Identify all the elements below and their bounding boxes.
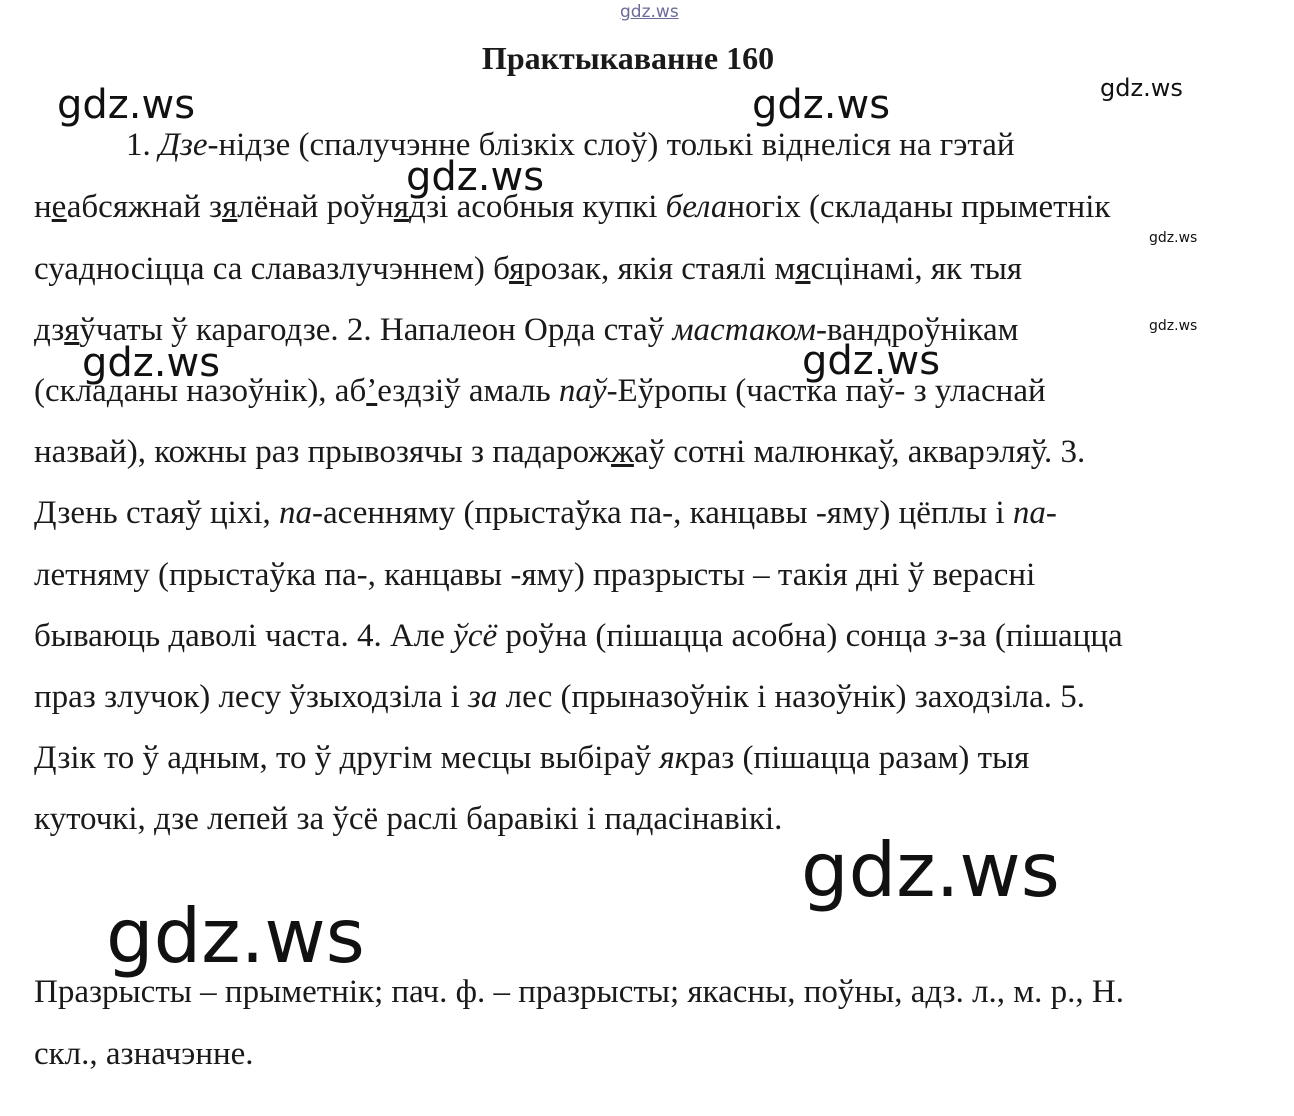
underlined-letter: я bbox=[509, 251, 525, 287]
text-fragment: суадносіцца са славазлучэннем) б bbox=[34, 251, 510, 287]
italic-fragment: ўсё bbox=[453, 618, 498, 654]
watermark: gdz.ws bbox=[57, 82, 196, 128]
text-fragment: Дзік то ў адным, то ў другім месцы выбіраў bbox=[34, 740, 660, 776]
italic-fragment: па bbox=[279, 495, 313, 531]
italic-fragment: паў bbox=[558, 373, 607, 409]
underlined-letter: я bbox=[222, 189, 238, 225]
text-line bbox=[34, 557, 1035, 594]
text-fragment: летняму (прыстаўка па-, канцавы -яму) празрысты – такія дні ў верасні bbox=[34, 557, 1036, 593]
text-fragment: праз злучок) лесу ўзыходзіла і bbox=[34, 679, 469, 715]
underlined-letter: я bbox=[393, 189, 409, 225]
text-line bbox=[34, 373, 1046, 410]
underlined-letter: я bbox=[64, 312, 80, 348]
text-fragment: куточкі, дзе лепей за ўсё раслі баравікі і падасінавікі. bbox=[34, 801, 783, 837]
text-fragment: лес (прыназоўнік і назоўнік) заходзіла. 5. bbox=[497, 679, 1085, 715]
text-fragment: - bbox=[1045, 495, 1057, 531]
text-fragment: лёнай роўн bbox=[237, 189, 394, 225]
italic-fragment: за bbox=[468, 679, 498, 715]
text-fragment: Дзень стаяў ціхі, bbox=[34, 495, 280, 531]
text-fragment: (складаны назоўнік), аб bbox=[34, 373, 367, 409]
text-fragment: -нідзе (спалучэнне блізкіх слоў) толькі віднеліся на гэтай bbox=[207, 127, 1015, 163]
italic-fragment: па bbox=[1012, 495, 1046, 531]
underlined-letter: ʼ bbox=[366, 373, 378, 409]
watermark: gdz.ws bbox=[406, 154, 545, 200]
italic-fragment: мастаком bbox=[672, 312, 816, 348]
text-fragment: -за (пішацца bbox=[947, 618, 1123, 654]
text-fragment: розак, якія стаялі м bbox=[524, 251, 796, 287]
text-fragment: 1. bbox=[126, 127, 159, 163]
watermark: gdz.ws bbox=[752, 82, 891, 128]
text-fragment: -вандроўнікам bbox=[815, 312, 1019, 348]
text-fragment: дзі асобныя купкі bbox=[408, 189, 666, 225]
text-line bbox=[34, 679, 1085, 716]
underlined-letter: я bbox=[795, 251, 811, 287]
underlined-letter: ж bbox=[611, 434, 634, 470]
italic-fragment: як bbox=[659, 740, 691, 776]
text-fragment: абсяжнай з bbox=[66, 189, 223, 225]
page-title: Практыкаванне 160 bbox=[481, 40, 775, 76]
watermark: gdz.ws bbox=[106, 892, 365, 980]
text-fragment: ногіх (складаны прыметнік bbox=[727, 189, 1111, 225]
watermark: gdz.ws bbox=[1149, 230, 1198, 246]
text-line bbox=[34, 495, 1057, 532]
text-fragment: н bbox=[34, 189, 52, 225]
text-line bbox=[34, 618, 1123, 655]
text-fragment: раз (пішацца разам) тыя bbox=[690, 740, 1030, 776]
text-line bbox=[34, 434, 1085, 471]
text-fragment: -асенняму (прыстаўка па-, канцавы -яму) цёплы і bbox=[312, 495, 1013, 531]
analysis-line bbox=[34, 1036, 254, 1073]
text-fragment: -Еўропы (часткa паў- з уласнай bbox=[606, 373, 1046, 409]
italic-fragment: бела bbox=[665, 189, 728, 225]
text-fragment: Празрысты – прыметнік; пач. ф. – празрысты; якасны, поўны, адз. л., м. р., Н. bbox=[34, 974, 1125, 1010]
italic-fragment: з bbox=[935, 618, 948, 654]
text-line bbox=[34, 801, 782, 838]
watermark: gdz.ws bbox=[82, 340, 221, 386]
watermark: gdz.ws bbox=[1149, 318, 1198, 334]
watermark-top[interactable]: gdz.ws bbox=[620, 2, 679, 22]
text-fragment: скл., азначэнне. bbox=[34, 1036, 254, 1072]
text-fragment: ездзіў амаль bbox=[377, 373, 559, 409]
text-fragment: дз bbox=[34, 312, 65, 348]
analysis-line bbox=[34, 974, 1124, 1011]
text-line bbox=[34, 251, 1022, 288]
underlined-letter: е bbox=[51, 189, 67, 225]
text-fragment: ўчаты ў карагодзе. 2. Напалеон Орда стаў bbox=[79, 312, 673, 348]
text-fragment: назвай), кожны раз прывозячы з падарож bbox=[34, 434, 612, 470]
text-fragment: бываюць даволі часта. 4. Але bbox=[34, 618, 454, 654]
italic-fragment: Дзе bbox=[159, 127, 208, 163]
text-line bbox=[34, 189, 1110, 226]
text-line bbox=[126, 127, 1015, 164]
watermark: gdz.ws bbox=[801, 826, 1060, 914]
text-fragment: сцінамі, як тыя bbox=[810, 251, 1023, 287]
text-line bbox=[34, 312, 1019, 349]
watermark: gdz.ws bbox=[802, 338, 941, 384]
text-fragment: аў сотні малюнкаў, акварэляў. 3. bbox=[633, 434, 1086, 470]
watermark: gdz.ws bbox=[1100, 74, 1183, 102]
text-fragment: роўна (пішацца асобна) сонца bbox=[497, 618, 936, 654]
text-line bbox=[34, 740, 1029, 777]
